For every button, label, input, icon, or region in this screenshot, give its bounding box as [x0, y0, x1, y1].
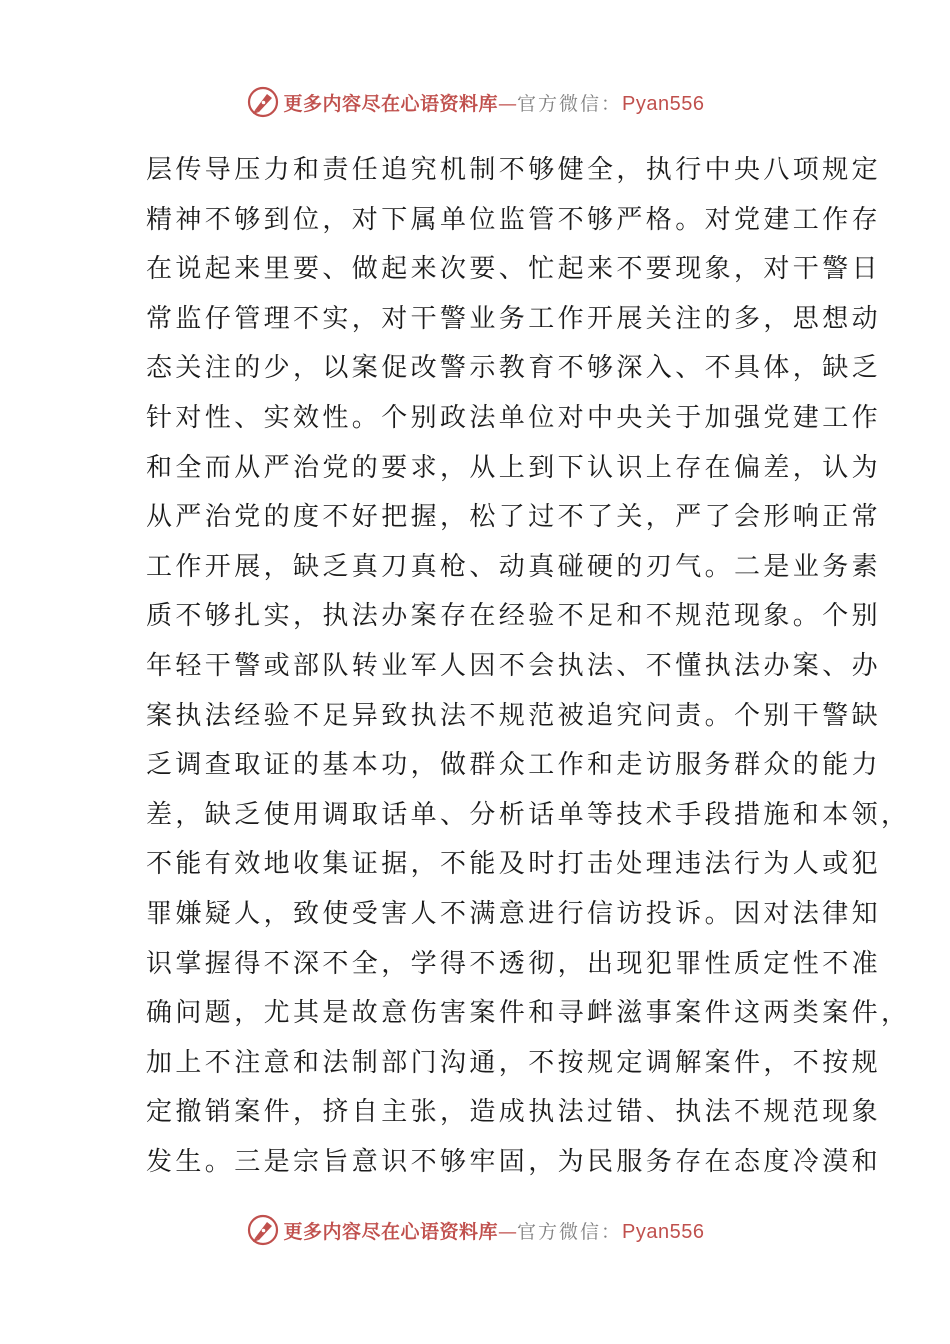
text-line: 精神不够到位，对下属单位监管不够严格。对党建工作存: [146, 204, 882, 235]
text-line: 针对性、实效性。个别政法单位对中央关于加强党建工作: [146, 402, 882, 433]
banner-site-name: 更多内容尽在心语资料库: [283, 92, 499, 115]
banner-separator: —: [498, 1220, 518, 1243]
text-line: 层传导压力和责任追究机制不够健全，执行中央八项规定: [146, 155, 882, 185]
banner-wechat-id: Pyan556: [622, 1220, 705, 1243]
text-line: 年轻干警或部队转业军人因不会执法、不懂执法办案、办: [146, 650, 882, 681]
banner-text: [284, 1217, 705, 1244]
pen-nib-logo-icon: [246, 1213, 280, 1247]
text-line: 案执法经验不足异致执法不规范被追究问责。个别干警缺: [146, 700, 882, 731]
text-line: 确问题，尤其是故意伤害案件和寻衅滋事案件这两类案件，: [146, 998, 911, 1029]
text-line: 识掌握得不深不全，学得不透彻，出现犯罪性质定性不准: [146, 948, 882, 979]
banner-wechat-label: 官方微信：: [517, 92, 623, 115]
text-line: 工作开展，缺乏真刀真枪、动真碰硬的刃气。二是业务素: [146, 551, 882, 582]
banner-wechat-id: Pyan556: [622, 92, 705, 115]
footer-banner: [0, 1210, 950, 1250]
banner-separator: —: [498, 92, 518, 115]
text-line: 不能有效地收集证据，不能及时打击处理违法行为人或犯: [146, 849, 882, 880]
text-line: 罪嫌疑人，致使受害人不满意进行信访投诉。因对法律知: [146, 898, 882, 929]
text-line: 加上不注意和法制部门沟通，不按规定调解案件，不按规: [146, 1047, 882, 1078]
text-line: 质不够扎实，执法办案存在经验不足和不规范现象。个别: [146, 601, 882, 632]
text-line: 差，缺乏使用调取话单、分析话单等技术手段措施和本领，: [146, 799, 911, 830]
text-line: 发生。三是宗旨意识不够牢固，为民服务存在态度冷漠和: [146, 1146, 882, 1177]
document-body: [146, 146, 911, 1187]
text-line: 从严治党的度不好把握，松了过不了关，严了会形响正常: [146, 502, 882, 533]
header-banner: [0, 82, 950, 122]
text-line: 常监仔管理不实，对干警业务工作开展关注的多，思想动: [146, 303, 882, 334]
text-line: 在说起来里要、做起来次要、忙起来不要现象，对干警日: [146, 254, 882, 285]
banner-text: [284, 89, 705, 116]
text-line: 态关注的少，以案促改警示教育不够深入、不具体，缺乏: [146, 353, 882, 384]
pen-nib-logo-icon: [246, 85, 280, 119]
text-line: 定撤销案件，挤自主张，造成执法过错、执法不规范现象: [146, 1097, 882, 1128]
text-line: 和全而从严治党的要求，从上到下认识上存在偏差，认为: [146, 452, 882, 483]
banner-site-name: 更多内容尽在心语资料库: [283, 1220, 499, 1243]
banner-wechat-label: 官方微信：: [517, 1220, 623, 1243]
text-line: 乏调查取证的基本功，做群众工作和走访服务群众的能力: [146, 750, 882, 781]
